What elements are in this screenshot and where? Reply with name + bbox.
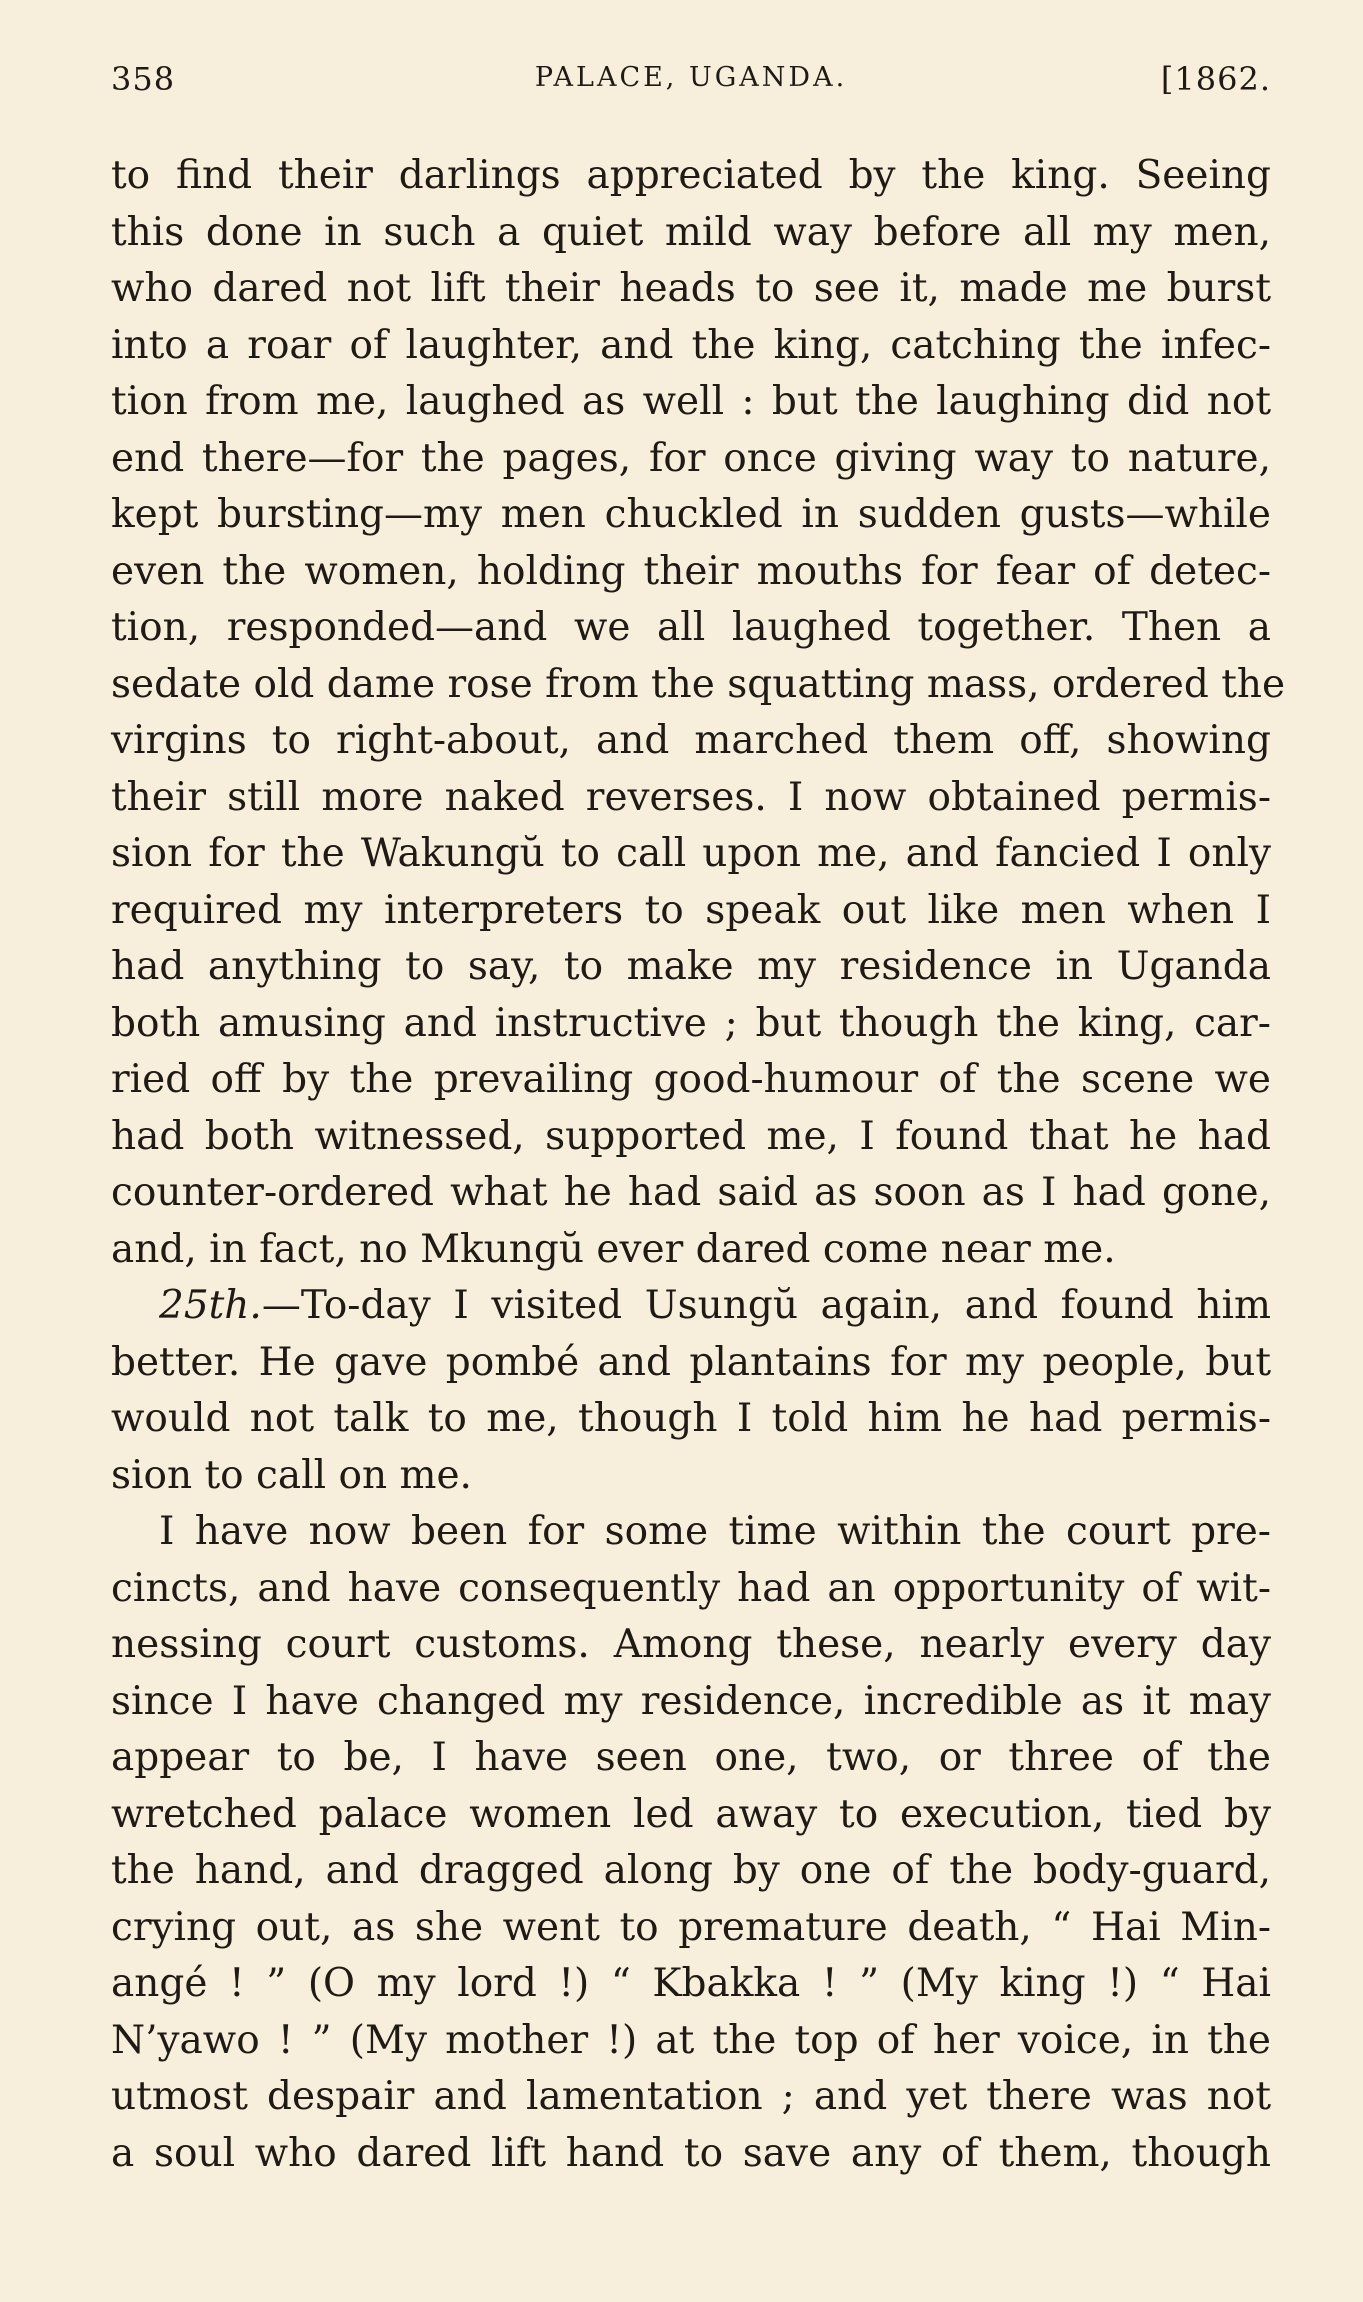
text-line: to find their darlings appreciated by the king. Seeing: [111, 153, 1271, 198]
text-line: who dared not lift their heads to see it, made me burst: [111, 266, 1271, 311]
text-line: better. He gave pombé and plantains for my people, but: [111, 1339, 1271, 1385]
body-text: [111, 148, 1286, 2182]
text-line: this done in such a quiet mild way before all my men,: [111, 209, 1271, 255]
text-line: a soul who dared lift hand to save any of them, though: [111, 2130, 1271, 2176]
text-line: appear to be, I have seen one, two, or three of the: [111, 1735, 1271, 1780]
text-line: virgins to right-about, and marched them off, showing: [111, 718, 1271, 763]
page-header: [111, 60, 1271, 110]
text-line: nessing court customs. Among these, nearly every day: [111, 1622, 1271, 1667]
text-line: tion, responded—and we all laughed together. Then a: [111, 605, 1271, 650]
text-line: utmost despair and lamentation ; and yet there was not: [111, 2074, 1271, 2119]
page-number: 358: [111, 60, 176, 98]
text-line: sion to call on me.: [111, 1452, 472, 1498]
text-line: end there—for the pages, for once giving way to nature,: [111, 435, 1271, 481]
text-line: ried off by the prevailing good-humour of the scene we: [111, 1057, 1271, 1102]
text-line: had both witnessed, supported me, I found that he had: [111, 1113, 1271, 1159]
text-line: even the women, holding their mouths for fear of detec-: [111, 548, 1271, 594]
text-line: kept bursting—my men chuckled in sudden gusts—while: [111, 492, 1271, 537]
text-line: I have now been for some time within the court pre-: [159, 1509, 1271, 1554]
text-line: their still more naked reverses. I now obtained permis-: [111, 774, 1271, 820]
date-entry: 25th.: [159, 1283, 262, 1328]
text-line: would not talk to me, though I told him he had permis-: [111, 1396, 1271, 1441]
text-line: crying out, as she went to premature death, “ Hai Min-: [111, 1904, 1271, 1950]
text-line: since I have changed my residence, incredible as it may: [111, 1678, 1271, 1724]
text-line: the hand, and dragged along by one of the body-guard,: [111, 1848, 1271, 1893]
text-line: required my interpreters to speak out like men when I: [111, 887, 1271, 933]
text-line: sion for the Wakungŭ to call upon me, and fancied I only: [111, 831, 1271, 876]
text-line: had anything to say, to make my residence in Uganda: [111, 944, 1271, 989]
running-head: PALACE, UGANDA.: [534, 62, 848, 93]
year-marker: [1862.: [1160, 60, 1271, 98]
text-line-dated: [111, 1278, 1271, 1335]
text-line: counter-ordered what he had said as soon as I had gone,: [111, 1170, 1271, 1215]
text-line: and, in fact, no Mkungŭ ever dared come near me.: [111, 1226, 1116, 1272]
date-entry-text: —To-day I visited Usungŭ again, and found him: [261, 1283, 1271, 1328]
text-line: sedate old dame rose from the squatting mass, ordered the: [111, 661, 1286, 707]
text-line: wretched palace women led away to execution, tied by: [111, 1791, 1271, 1837]
text-line: angé ! ” (O my lord !) “ Kbakka ! ” (My king !) “ Hai: [111, 1961, 1271, 2006]
text-line: tion from me, laughed as well : but the laughing did not: [111, 379, 1271, 424]
text-line: into a roar of laughter, and the king, catching the infec-: [111, 322, 1271, 368]
text-line: both amusing and instructive ; but though the king, car-: [111, 1000, 1271, 1046]
text-line: cincts, and have consequently had an opportunity of wit-: [111, 1565, 1271, 1611]
text-line: N’yawo ! ” (My mother !) at the top of her voice, in the: [111, 2017, 1271, 2063]
